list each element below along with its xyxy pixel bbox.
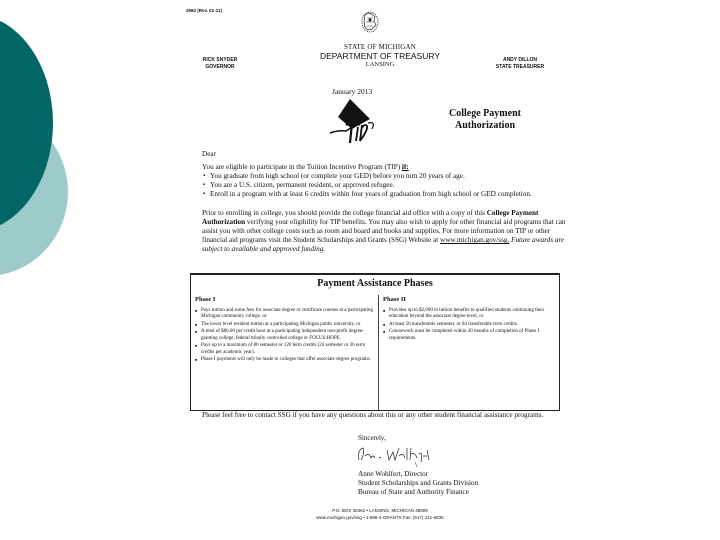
footer-address: P.O. BOX 30462 • LANSING, MICHIGAN 48909 xyxy=(332,508,428,513)
city-name: LANSING xyxy=(365,61,395,68)
eligibility-item: ▪ You are a U.S. citizen, permanent resident, or approved refugee. xyxy=(202,181,574,190)
funding-disclaimer: Future awards are subject to available and approved funding. xyxy=(202,236,565,254)
letter-date: January 2013 xyxy=(332,87,373,96)
letter-document xyxy=(180,0,580,540)
phase-2-item: ■ Provides up to $2,000 in tuition benefits to qualified students continuing their education beyond the associate degree level, or xyxy=(383,308,555,321)
phase-2-item: ■ Coursework must be completed within 30 months of completion of Phase I requirements. xyxy=(383,329,555,342)
phase-1-item: ■ A total of $86.00 per credit hour at a participating independent non-profit degree-granting college, federal tribally controlled college or FOCUS:HOPE. xyxy=(195,329,375,342)
signature-block xyxy=(358,470,478,497)
michigan-state-seal-icon xyxy=(359,9,381,35)
phase-2-item: ■ At least 56 transferable semester, or 84 transferable term credits. xyxy=(383,322,555,329)
footer-contact: www.michigan.gov/ssg • 1-888-4-GRANTS Fax: (517) 241-5835 xyxy=(316,515,444,520)
phase-divider xyxy=(378,295,379,410)
cpa-bold-term: College Payment Authorization xyxy=(202,209,539,227)
phase-2-column xyxy=(383,297,555,343)
phase-1-item: ■ Pays up to a maximum of 80 semester or 120 term credits (24 semester or 36 term credits per academic year). xyxy=(195,343,375,356)
phase-1-item: ■ The lower level resident tuition at a participating Michigan public university, or xyxy=(195,322,375,329)
salutation: Dear xyxy=(202,150,216,158)
department-name: DEPARTMENT OF TREASURY xyxy=(319,51,441,61)
treasurer-title: STATE TREASURER xyxy=(495,64,545,70)
instructions-text-1: Prior to enrolling in college, you should provide the college financial aid office with a copy of this xyxy=(202,209,487,217)
form-number: 2682 (Rev. 01-11) xyxy=(186,8,222,13)
signer-name-title: Anne Wohlfert, Director xyxy=(358,470,429,478)
closing-paragraph: Please feel free to contact SSG if you have any questions about this or any other student financial assistance programs. xyxy=(202,411,544,419)
handwritten-signature-icon xyxy=(355,440,435,468)
instructions-paragraph xyxy=(202,209,574,254)
governor-block xyxy=(200,57,240,71)
phases-title: Payment Assistance Phases xyxy=(317,278,433,289)
phase-1-item: ■ Phase I payments will only be made to colleges that offer associate degree programs. xyxy=(195,357,375,364)
phase-1-list xyxy=(195,308,375,364)
instructions-text-2: verifying your eligibility for TIP benefits. You may also wish to apply for other financial aid programs that can assist you with other college costs such as room and board and books and supplies. For more information on TIP or other financial aid programs visit the Student Scholarships and Grants (SSG) Website at xyxy=(202,218,566,245)
phase-1-item: ■ Pays tuition and some fees for associate degree or certificate courses at a participating Michigan community college, or xyxy=(195,308,375,321)
phase-2-heading: Phase II xyxy=(383,296,406,303)
phase-2-list xyxy=(383,308,555,343)
eligibility-item: ▪ You graduate from high school (or complete your GED) before you turn 20 years of age. xyxy=(202,172,574,181)
title-line-2: Authorization xyxy=(455,120,515,131)
payment-phases-table xyxy=(190,273,560,411)
treasurer-name: ANDY DILLON xyxy=(502,57,538,63)
ssg-website-link[interactable]: www.michigan.gov/ssg. xyxy=(440,236,510,245)
eligibility-list xyxy=(202,172,574,199)
sincerely: Sincerely, xyxy=(358,434,386,442)
governor-name: RICK SNYDER xyxy=(202,57,238,63)
eligibility-intro xyxy=(202,163,574,172)
document-title xyxy=(435,108,535,132)
phase-1-heading: Phase I xyxy=(195,296,216,303)
state-name: STATE OF MICHIGAN xyxy=(343,43,417,51)
eligibility-if: if: xyxy=(401,163,409,171)
signer-division: Student Scholarships and Grants Division xyxy=(358,479,479,487)
title-line-1: College Payment xyxy=(449,108,521,119)
treasurer-block xyxy=(490,57,550,71)
phase-1-column xyxy=(195,297,375,364)
tip-logo-icon xyxy=(328,97,388,147)
eligibility-intro-text: You are eligible to participate in the Tuition Incentive Program (TIP) xyxy=(202,163,402,171)
governor-title: GOVERNOR xyxy=(205,64,235,70)
eligibility-item: ▪ Enroll in a program with at least 6 credits within four years of graduation from high school or GED completion. xyxy=(202,190,574,199)
signer-bureau: Bureau of State and Authority Finance xyxy=(358,488,469,496)
